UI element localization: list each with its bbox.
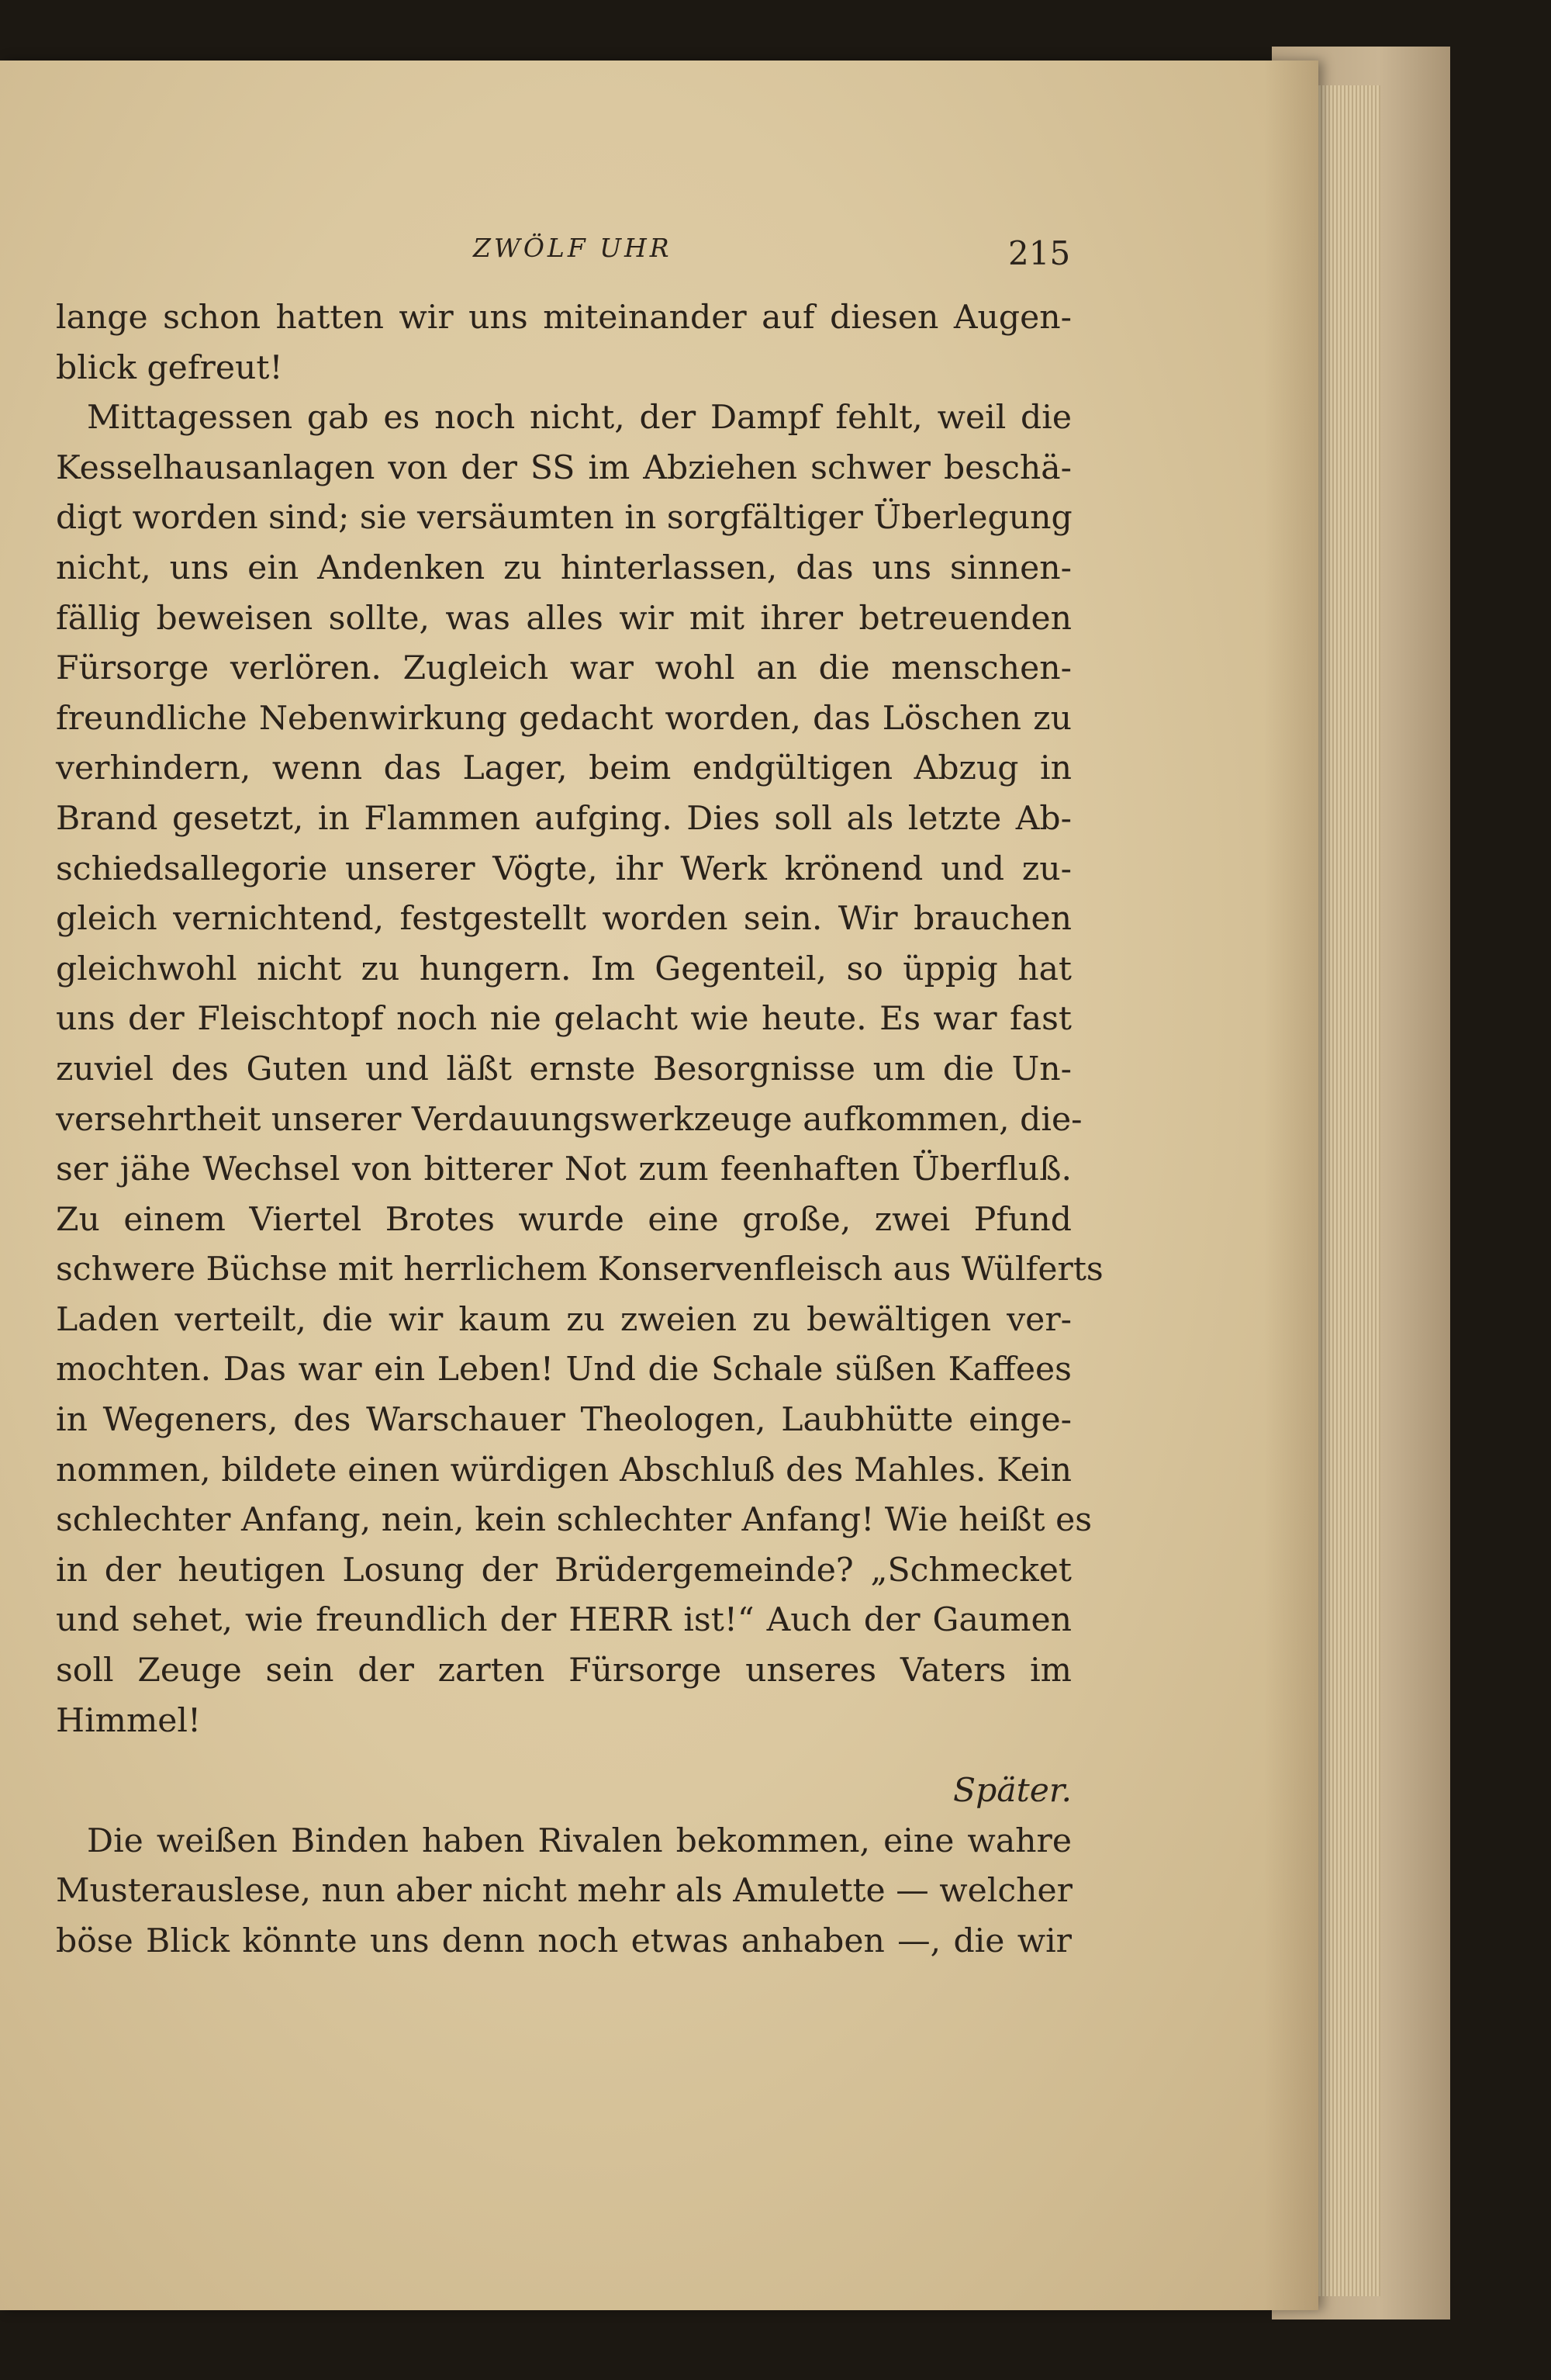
text-line: Himmel! <box>56 1701 202 1740</box>
running-title: ZWÖLF UHR <box>473 233 672 263</box>
section-gap <box>56 1746 1072 1766</box>
text-line: Die weißen Binden haben Rivalen bekommen, eine wahre <box>87 1821 1072 1860</box>
text-line: Brand gesetzt, in Flammen aufging. Dies soll als letzte Ab- <box>56 799 1072 838</box>
text-line: lange schon hatten wir uns miteinander auf diesen Augen- <box>56 299 1072 337</box>
text-line: in Wegeners, des Warschauer Theologen, Laubhütte einge- <box>56 1401 1072 1440</box>
text-line: Fürsorge verlören. Zugleich war wohl an die menschen- <box>56 649 1072 688</box>
text-line: nicht, uns ein Andenken zu hinterlassen, das uns sinnen- <box>56 548 1072 587</box>
text-line: nommen, bildete einen würdigen Abschluß des Mahles. Kein <box>56 1451 1072 1489</box>
text-line: blick gefreut! <box>56 348 283 387</box>
text-line: digt worden sind; sie versäumten in sorgfältiger Überlegung <box>56 499 1073 538</box>
text-line: versehrtheit unserer Verdauungswerkzeuge aufkommen, die- <box>56 1100 1083 1139</box>
page-number: 215 <box>1008 234 1071 272</box>
text-line: ser jähe Wechsel von bitterer Not zum feenhaften Überfluß. <box>56 1150 1072 1189</box>
body-text <box>56 293 1104 1967</box>
book-page <box>0 61 1318 2310</box>
running-head <box>0 233 1318 279</box>
text-line: gleichwohl nicht zu hungern. Im Gegenteil, so üppig hat <box>56 950 1072 988</box>
text-line: Laden verteilt, die wir kaum zu zweien zu bewältigen ver- <box>56 1300 1072 1339</box>
text-line: Zu einem Viertel Brotes wurde eine große, zwei Pfund <box>56 1200 1072 1239</box>
text-line: böse Blick könnte uns denn noch etwas anhaben —, die wir <box>56 1922 1072 1960</box>
text-line: und sehet, wie freundlich der HERR ist!“ Auch der Gaumen <box>56 1601 1072 1640</box>
text-line: Mittagessen gab es noch nicht, der Dampf fehlt, weil die <box>87 399 1072 438</box>
text-line: uns der Fleischtopf noch nie gelacht wie heute. Es war fast <box>56 1000 1072 1039</box>
text-line: schiedsallegorie unserer Vögte, ihr Werk krönend und zu- <box>56 849 1072 888</box>
text-line: schwere Büchse mit herrlichem Konservenfleisch aus Wülferts <box>56 1251 1104 1289</box>
text-line: verhindern, wenn das Lager, beim endgültigen Abzug in <box>56 749 1072 788</box>
text-line: Kesselhausanlagen von der SS im Abziehen schwer beschä- <box>56 448 1072 487</box>
text-line: zuviel des Guten und läßt ernste Besorgnisse um die Un- <box>56 1050 1072 1088</box>
text-line: schlechter Anfang, nein, kein schlechter Anfang! Wie heißt es <box>56 1501 1093 1540</box>
text-line: Musterauslese, nun aber nicht mehr als Amulette — welcher <box>56 1872 1073 1911</box>
section-mark: Später. <box>952 1772 1072 1811</box>
text-line: gleich vernichtend, festgestellt worden sein. Wir brauchen <box>56 900 1072 939</box>
text-line: fällig beweisen sollte, was alles wir mit ihrer betreuenden <box>56 599 1072 638</box>
text-line: in der heutigen Losung der Brüdergemeinde? „Schmecket <box>56 1551 1072 1590</box>
text-line: mochten. Das war ein Leben! Und die Schale süßen Kaffees <box>56 1351 1072 1389</box>
text-line: soll Zeuge sein der zarten Fürsorge unseres Vaters im <box>56 1652 1072 1690</box>
text-line: freundliche Nebenwirkung gedacht worden, das Löschen zu <box>56 699 1072 738</box>
